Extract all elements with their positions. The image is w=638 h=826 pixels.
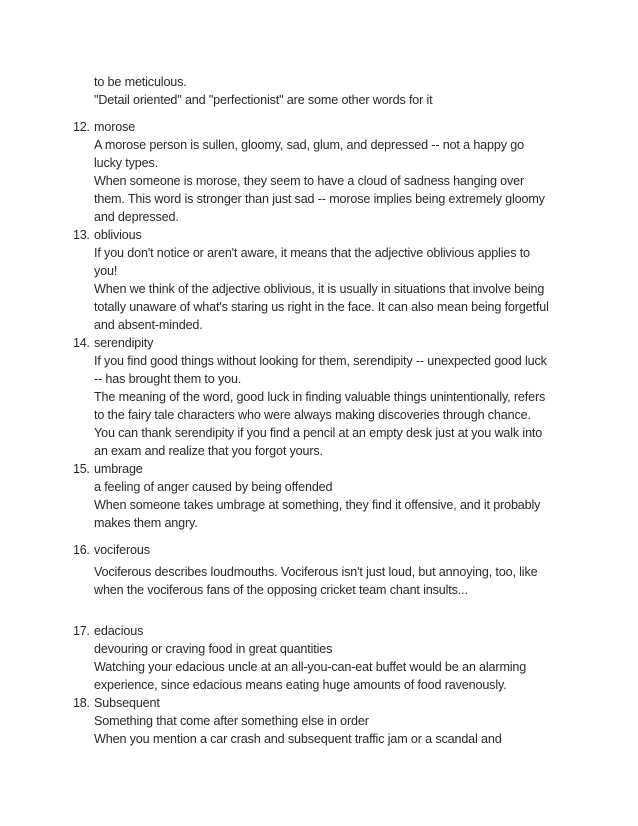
- entry-number: 13.: [73, 228, 90, 242]
- entry-line: Vociferous describes loudmouths. Vociferous isn't just loud, but annoying, too, like: [94, 565, 538, 579]
- entry-line: When you mention a car crash and subsequent traffic jam or a scandal and: [94, 732, 502, 746]
- entry-term: morose: [94, 120, 136, 134]
- entry-line: Watching your edacious uncle at an all-you-can-eat buffet would be an alarming: [94, 660, 527, 674]
- entry-line: them. This word is stronger than just sad -- morose implies being extremely gloomy: [94, 192, 545, 206]
- entry-line: devouring or craving food in great quantities: [94, 642, 333, 656]
- entry-line: you!: [94, 264, 118, 278]
- entry-line: When we think of the adjective oblivious, it is usually in situations that involve being: [94, 282, 545, 296]
- entry-line: experience, since edacious means eating huge amounts of food ravenously.: [94, 678, 507, 692]
- entry-line: When someone is morose, they seem to have a cloud of sadness hanging over: [94, 174, 525, 188]
- entry-term: serendipity: [94, 336, 154, 350]
- intro-line: to be meticulous.: [94, 75, 187, 89]
- entry-line: an exam and realize that you forgot yours.: [94, 444, 323, 458]
- entry-line: lucky types.: [94, 156, 158, 170]
- entry-line: A morose person is sullen, gloomy, sad, glum, and depressed -- not a happy go: [94, 138, 524, 152]
- entry-term: vociferous: [94, 543, 150, 557]
- entry-line: -- has brought them to you.: [94, 372, 242, 386]
- entry-line: The meaning of the word, good luck in finding valuable things unintentionally, refers: [94, 390, 546, 404]
- entry-term: Subsequent: [94, 696, 160, 710]
- entry-line: to the fairy tale characters who were always making discoveries through chance.: [94, 408, 531, 422]
- entry-line: If you find good things without looking for them, serendipity -- unexpected good luck: [94, 354, 547, 368]
- entry-line: makes them angry.: [94, 516, 198, 530]
- entry-number: 12.: [73, 120, 90, 134]
- entry-number: 17.: [73, 624, 90, 638]
- entry-line: and absent-minded.: [94, 318, 203, 332]
- entry-number: 18.: [73, 696, 90, 710]
- entry-line: If you don't notice or aren't aware, it means that the adjective oblivious applies to: [94, 246, 530, 260]
- entry-line: a feeling of anger caused by being offended: [94, 480, 333, 494]
- entry-line: Something that come after something else in order: [94, 714, 369, 728]
- entry-term: oblivious: [94, 228, 142, 242]
- entry-line: When someone takes umbrage at something, they find it offensive, and it probably: [94, 498, 541, 512]
- entry-number: 14.: [73, 336, 90, 350]
- entry-line: totally unaware of what's staring us right in the face. It can also mean being forgetful: [94, 300, 549, 314]
- entry-term: umbrage: [94, 462, 143, 476]
- entry-number: 15.: [73, 462, 90, 476]
- entry-line: You can thank serendipity if you find a pencil at an empty desk just at you walk into: [94, 426, 543, 440]
- entry-number: 16.: [73, 543, 90, 557]
- entry-term: edacious: [94, 624, 144, 638]
- entry-line: and depressed.: [94, 210, 179, 224]
- entry-line: when the vociferous fans of the opposing cricket team chant insults...: [94, 583, 468, 597]
- intro-line: "Detail oriented" and "perfectionist" are some other words for it: [94, 93, 433, 107]
